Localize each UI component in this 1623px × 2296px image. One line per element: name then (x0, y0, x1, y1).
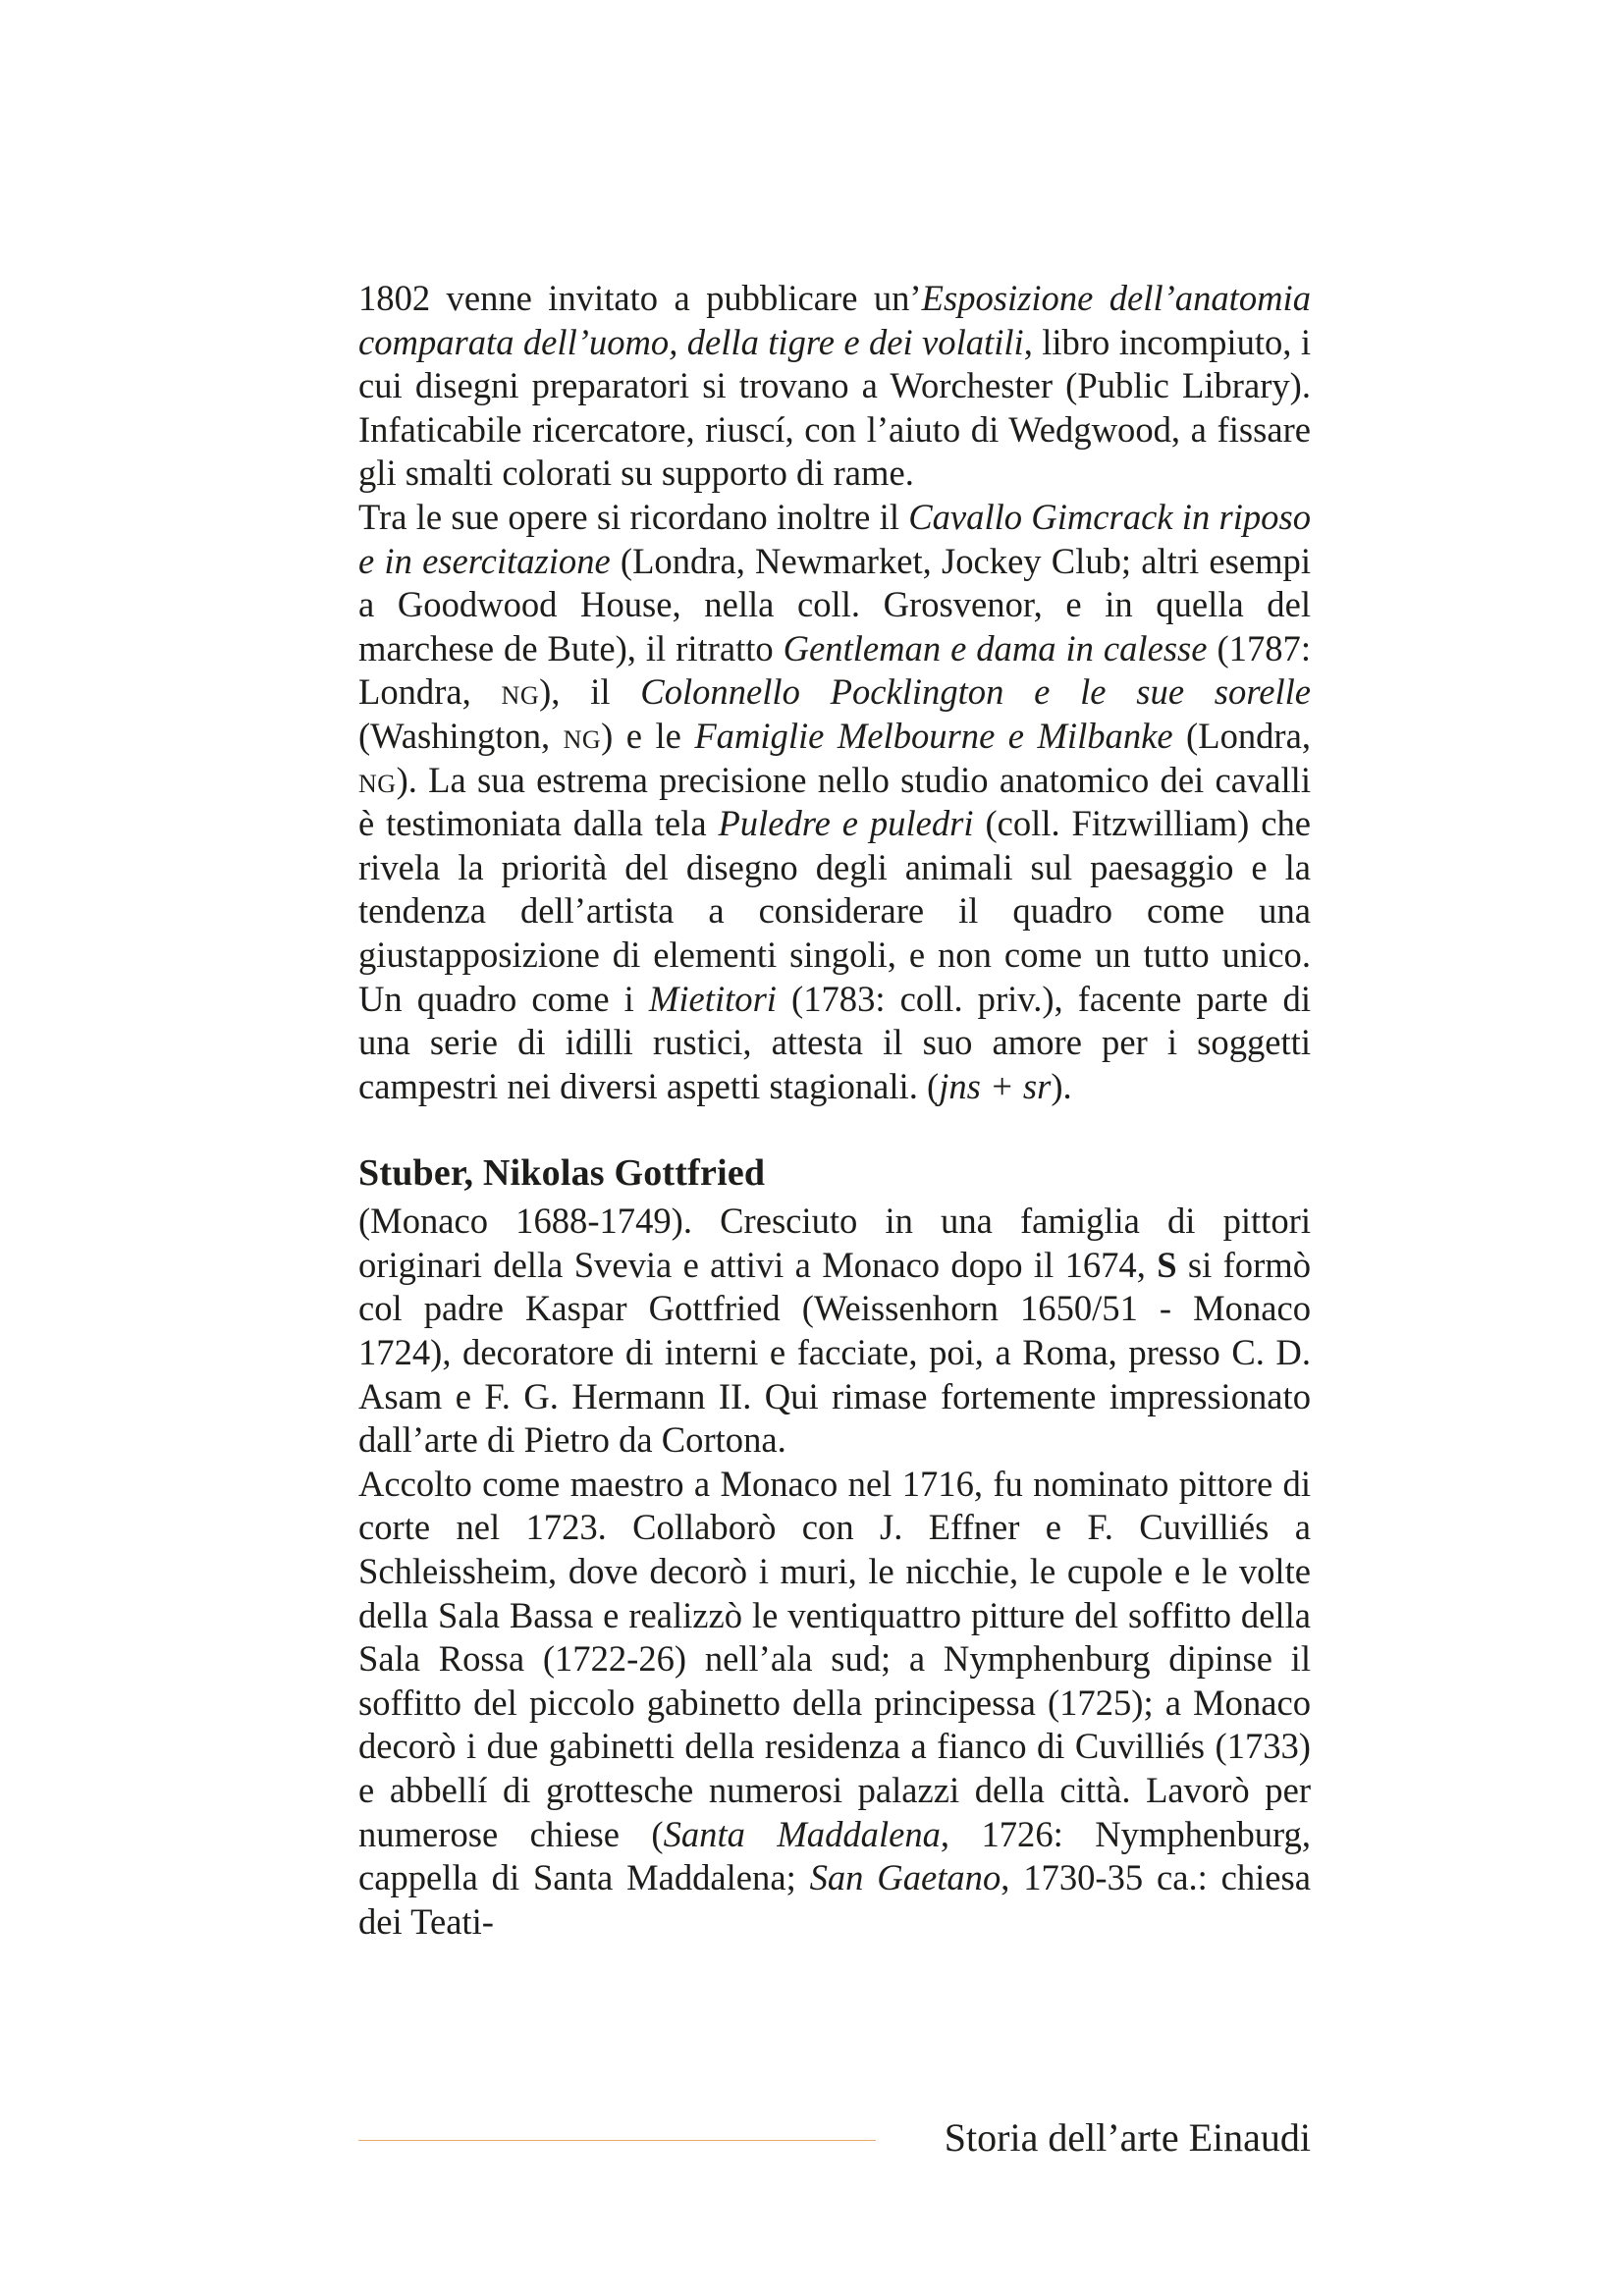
small-caps-run: ng (501, 671, 540, 713)
text-run: (Washington, (358, 715, 564, 756)
text-run: , 1726: Nymphenburg, cappella di Santa Maddalena; (358, 1813, 1311, 1898)
entry-heading: Stuber, Nikolas Gottfried (358, 1152, 766, 1195)
italic-run: jns + sr (939, 1065, 1052, 1106)
bold-run: S (1157, 1244, 1177, 1285)
italic-run: Gentleman e dama in calesse (783, 627, 1208, 668)
page-footer (358, 2110, 1311, 2169)
footer-rule (358, 2140, 876, 2141)
italic-run: San Gaetano (809, 1857, 1001, 1898)
text-run: (Londra, (1172, 715, 1311, 756)
italic-run: Mietitori (648, 978, 777, 1019)
text-run: (coll. Fitzwilliam) che rivela la priorità del disegno degli animali sul paesaggio e la tendenza dell’artista a considerare il quadro come una giustapposizione di elementi singoli, e non come un tutto unico. Un quadro come i (358, 803, 1311, 1019)
italic-run: Famiglie Melbourne e Milbanke (694, 715, 1173, 756)
small-caps-run: ng (563, 715, 602, 756)
text-run: si formò col padre Kaspar Gottfried (Weissenhorn 1650/51 - Monaco 1724), decoratore di interni e facciate, poi, a Roma, presso C. D. Asam e F. G. Hermann II. Qui rimase fortemente impressionato dall’arte di Pietro da Cortona. (358, 1244, 1311, 1461)
text-run: ) e le (601, 715, 695, 756)
article-2 (358, 1149, 1311, 1944)
text-run: (Monaco 1688-1749). Cresciuto in una famiglia di pittori originari della Svevia e attivi a Monaco dopo il 1674, (358, 1201, 1311, 1285)
text-column (358, 277, 1311, 1944)
text-run: ), il (539, 671, 641, 713)
italic-run: Cavallo Gimcrack in riposo e in esercitazione (358, 496, 1311, 581)
text-run: ). La sua estrema precisione nello studio anatomico dei cavalli è testimoniata dalla tela (358, 759, 1311, 844)
text-run: ). (1051, 1065, 1072, 1106)
text-run: Tra le sue opere si ricordano inoltre il (358, 496, 909, 537)
text-run: , 1730-35 ca.: chiesa dei Teati- (358, 1857, 1312, 1942)
paragraph (358, 1463, 1311, 1945)
italic-run: Puledre e puledri (718, 803, 974, 844)
text-run: (1787: Londra, (358, 627, 1311, 713)
text-run: (1783: coll. priv.), facente parte di una serie di idilli rustici, attesta il suo amore per i soggetti campestri nei diversi aspetti stagionali. ( (358, 978, 1311, 1106)
text-run: 1802 venne invitato a pubblicare un’ (358, 278, 922, 318)
paragraph (358, 277, 1311, 496)
text-run: (Londra, Newmarket, Jockey Club; altri esempi a Goodwood House, nella coll. Grosvenor, e in quella del marchese de Bute), il ritratto (358, 540, 1311, 668)
small-caps-run: ng (358, 759, 397, 800)
italic-run: Colonnello Pocklington e le sue sorelle (640, 671, 1312, 713)
paragraph (358, 1200, 1311, 1463)
text-run: Accolto come maestro a Monaco nel 1716, fu nominato pittore di corte nel 1723. Collaborò con J. Effner e F. Cuvilliés a Schleissheim, dove decorò i muri, le nicchie, le cupole e le volte della Sala Bassa e realizzò le ventiquattro pitture del soffitto della Sala Rossa (1722-26) nell’ala sud; a Nymphenburg dipinse il soffitto del piccolo gabinetto della principessa (1725); a Monaco decorò i due gabinetti della residenza a fianco di Cuvilliés (1733) e abbellí di grottesche numerosi palazzi della città. Lavorò per numerose chiese ( (358, 1463, 1311, 1854)
italic-run: Esposizione dell’anatomia comparata dell’uomo, della tigre e dei volatili (358, 278, 1311, 362)
footer-title: Storia dell’arte Einaudi (944, 2115, 1311, 2160)
text-run: , libro incompiuto, i cui disegni preparatori si trovano a Worchester (Public Library). Infaticabile ricercatore, riuscí, con l’aiuto di Wedgwood, a fissare gli smalti colorati su supporto di rame. (358, 321, 1312, 494)
italic-run: Santa Maddalena (663, 1813, 941, 1854)
paragraph (358, 496, 1311, 1108)
article-1 (358, 277, 1311, 1108)
